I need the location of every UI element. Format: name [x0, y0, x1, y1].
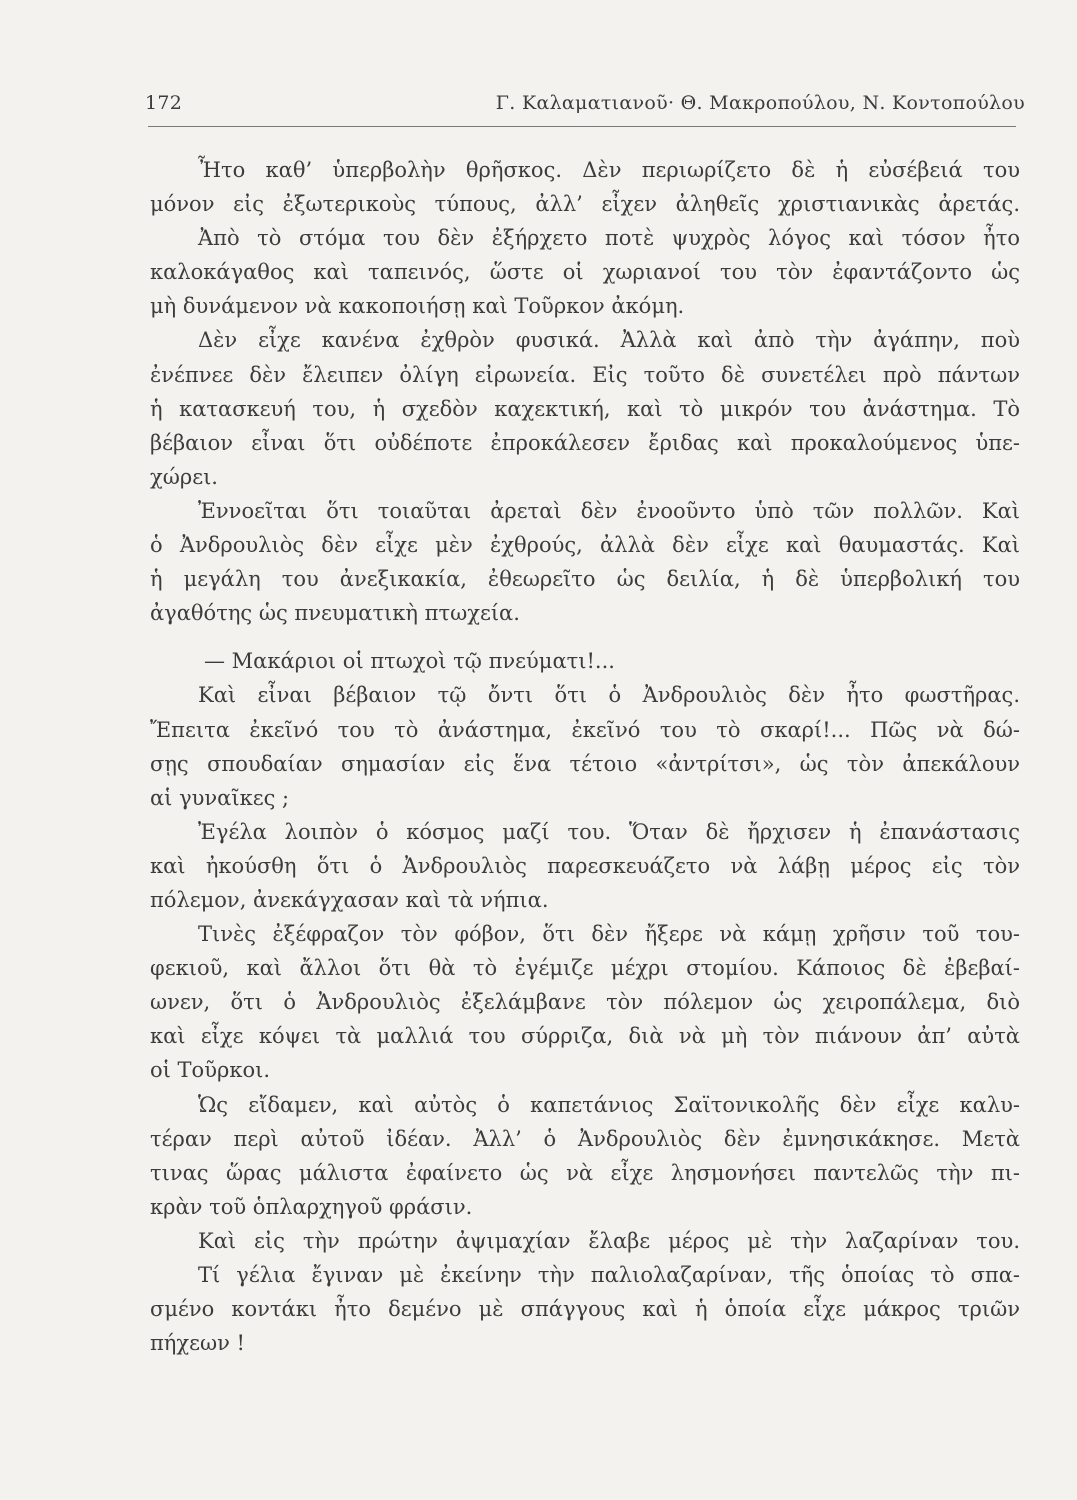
text-line: Ὡς εἴδαμεν, καὶ αὐτὸς ὁ καπετάνιος Σαϊτονικολῆς δὲν εἶχε καλυ- [198, 1092, 1020, 1117]
page-header [145, 92, 1025, 122]
header-rule [148, 126, 1016, 127]
text-line: καὶ ἠκούσθη ὅτι ὁ Ἀνδρουλιὸς παρεσκευάζετο νὰ λάβῃ μέρος εἰς τὸν [150, 853, 1020, 878]
text-line: μὴ δυνάμενον νὰ κακοποιήσῃ καὶ Τοῦρκον ἀκόμη. [150, 294, 685, 319]
text-line: τινας ὥρας μάλιστα ἐφαίνετο ὡς νὰ εἶχε λησμονήσει παντελῶς τὴν πι- [150, 1160, 1020, 1185]
text-line: Τί γέλια ἔγιναν μὲ ἐκείνην τὴν παλιολαζαρίναν, τῆς ὁποίας τὸ σπα- [198, 1263, 1020, 1287]
text-line: σμένο κοντάκι ἦτο δεμένο μὲ σπάγγους καὶ ἡ ὁποία εἶχε μάκρος τριῶν [150, 1297, 1020, 1322]
text-line: ἀγαθότης ὡς πνευματικὴ πτωχεία. [150, 601, 520, 626]
page-number: 172 [145, 92, 183, 114]
text-line: ἐνέπνεε δὲν ἔλειπεν ὀλίγη εἰρωνεία. Εἰς τοῦτο δὲ συνετέλει πρὸ πάντων [150, 362, 1020, 387]
text-line: ἡ κατασκευή του, ἡ σχεδὸν καχεκτική, καὶ τὸ μικρόν του ἀνάστημα. Τὸ [150, 396, 1020, 421]
text-line: πόλεμον, ἀνεκάγχασαν καὶ τὰ νήπια. [150, 887, 549, 912]
text-line: Καὶ εἶναι βέβαιον τῷ ὄντι ὅτι ὁ Ἀνδρουλιὸς δὲν ἦτο φωστῆρας. [198, 683, 1020, 708]
text-line: οἱ Τοῦρκοι. [150, 1058, 270, 1083]
running-head: Γ. Καλαματιανοῦ· Θ. Μακροπούλου, Ν. Κοντοπούλου [495, 92, 1025, 114]
text-line: ἡ μεγάλη του ἀνεξικακία, ἐθεωρεῖτο ὡς δειλία, ἡ δὲ ὑπερβολική του [150, 567, 1020, 592]
text-line: μόνον εἰς ἐξωτερικοὺς τύπους, ἀλλ’ εἶχεν ἀληθεῖς χριστιανικὰς ἀρετάς. [150, 192, 1020, 217]
text-line: Ἀπὸ τὸ στόμα του δὲν ἐξήρχετο ποτὲ ψυχρὸς λόγος καὶ τόσον ἦτο [198, 226, 1020, 251]
text-line: Τινὲς ἐξέφραζον τὸν φόβον, ὅτι δὲν ἤξερε νὰ κάμῃ χρῆσιν τοῦ του- [198, 922, 1020, 947]
text-line: χώρει. [150, 464, 218, 489]
text-line: καλοκάγαθος καὶ ταπεινός, ὥστε οἱ χωριανοί του τὸν ἐφαντάζοντο ὡς [150, 260, 1020, 285]
text-line: κρὰν τοῦ ὁπλαρχηγοῦ φράσιν. [150, 1194, 473, 1219]
text-line: σῃς σπουδαίαν σημασίαν εἰς ἕνα τέτοιο «ἀντρίτσι», ὡς τὸν ἀπεκάλουν [150, 751, 1020, 776]
text-line: Ἔπειτα ἐκεῖνό του τὸ ἀνάστημα, ἐκεῖνό του τὸ σκαρί!... Πῶς νὰ δώ- [150, 717, 1020, 742]
text-line: τέραν περὶ αὐτοῦ ἰδέαν. Ἀλλ’ ὁ Ἀνδρουλιὸς δὲν ἐμνησικάκησε. Μετὰ [150, 1126, 1020, 1151]
text-line: Ἦτο καθ’ ὑπερβολὴν θρῆσκος. Δὲν περιωρίζετο δὲ ἡ εὐσέβειά του [198, 158, 1020, 182]
text-line: Δὲν εἶχε κανένα ἐχθρὸν φυσικά. Ἀλλὰ καὶ ἀπὸ τὴν ἀγάπην, ποὺ [198, 328, 1020, 353]
text-line: Καὶ εἰς τὴν πρώτην ἀψιμαχίαν ἔλαβε μέρος μὲ τὴν λαζαρίναν του. [198, 1228, 1020, 1253]
text-line: Ἐννοεῖται ὅτι τοιαῦται ἀρεταὶ δὲν ἐνοοῦντο ὑπὸ τῶν πολλῶν. Καὶ [198, 498, 1020, 523]
text-line: καὶ εἶχε κόψει τὰ μαλλιά του σύρριζα, διὰ νὰ μὴ τὸν πιάνουν ἀπ’ αὐτὰ [150, 1024, 1020, 1049]
text-line: Ἐγέλα λοιπὸν ὁ κόσμος μαζί του. Ὅταν δὲ ἤρχισεν ἡ ἐπανάστασις [198, 819, 1020, 844]
text-line: πήχεων ! [150, 1331, 245, 1356]
body-text [150, 153, 1020, 1360]
text-line: ωνεν, ὅτι ὁ Ἀνδρουλιὸς ἐξελάμβανε τὸν πόλεμον ὡς χειροπάλεμα, διὸ [150, 990, 1020, 1015]
text-line: αἱ γυναῖκες ; [150, 785, 290, 810]
text-line: — Μακάριοι οἱ πτωχοὶ τῷ πνεύματι!... [204, 649, 615, 674]
text-line: ὁ Ἀνδρουλιὸς δὲν εἶχε μὲν ἐχθρούς, ἀλλὰ δὲν εἶχε καὶ θαυμαστάς. Καὶ [150, 533, 1020, 558]
text-line: φεκιοῦ, καὶ ἄλλοι ὅτι θὰ τὸ ἐγέμιζε μέχρι στομίου. Κάποιος δὲ ἐβεβαί- [150, 956, 1020, 981]
text-line: βέβαιον εἶναι ὅτι οὐδέποτε ἐπροκάλεσεν ἔριδας καὶ προκαλούμενος ὑπε- [150, 430, 1020, 455]
